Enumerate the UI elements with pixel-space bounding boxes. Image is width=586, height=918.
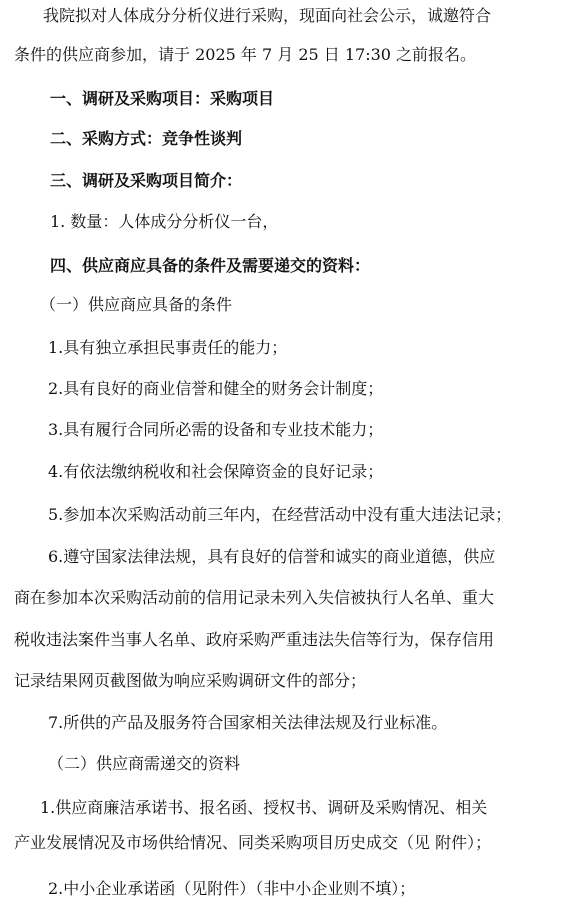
condition-item: 2.具有良好的商业信誉和健全的财务会计制度；: [48, 379, 384, 398]
material-item-continued: 产业发展情况及市场供给情况、同类采购项目历史成交（见 附件）；: [14, 833, 492, 852]
conditions-heading: （一）供应商应具备的条件: [40, 295, 233, 314]
material-item: 1.供应商廉洁承诺书、报名函、授权书、调研及采购情况、相关: [40, 798, 488, 817]
material-item: 2.中小企业承诺函（见附件）（非中小企业则不填）；: [48, 879, 416, 898]
section-heading-4: 四、供应商应具备的条件及需要递交的资料：: [50, 256, 371, 275]
condition-item-continued: 商在参加本次采购活动前的信用记录未列入失信被执行人名单、重大: [14, 588, 495, 607]
section-heading-3: 三、调研及采购项目简介：: [50, 171, 243, 190]
condition-item: 3.具有履行合同所必需的设备和专业技术能力；: [48, 420, 384, 439]
intro-line-2: 条件的供应商参加，请于 2025 年 7 月 25 日 17:30 之前报名。: [14, 45, 477, 64]
project-quantity-item: 1. 数量：人体成分分析仪一台，: [50, 212, 279, 231]
intro-line-1: 我院拟对人体成分分析仪进行采购，现面向社会公示，诚邀符合: [43, 6, 492, 25]
condition-item: 5.参加本次采购活动前三年内，在经营活动中没有重大违法记录；: [48, 505, 512, 524]
condition-item-continued: 记录结果网页截图做为响应采购调研文件的部分；: [14, 671, 367, 690]
condition-item: 7.所供的产品及服务符合国家相关法律法规及行业标准。: [48, 713, 448, 732]
materials-heading: （二）供应商需递交的资料: [48, 754, 241, 773]
condition-item-continued: 税收违法案件当事人名单、政府采购严重违法失信等行为，保存信用: [14, 630, 495, 649]
section-heading-2: 二、采购方式：竞争性谈判: [50, 129, 243, 148]
condition-item: 1.具有独立承担民事责任的能力；: [48, 338, 288, 357]
condition-item: 4.有依法缴纳税收和社会保障资金的良好记录；: [48, 462, 384, 481]
condition-item: 6.遵守国家法律法规，具有良好的信誉和诚实的商业道德，供应: [48, 547, 496, 566]
section-heading-1: 一、调研及采购项目：采购项目: [50, 89, 275, 108]
